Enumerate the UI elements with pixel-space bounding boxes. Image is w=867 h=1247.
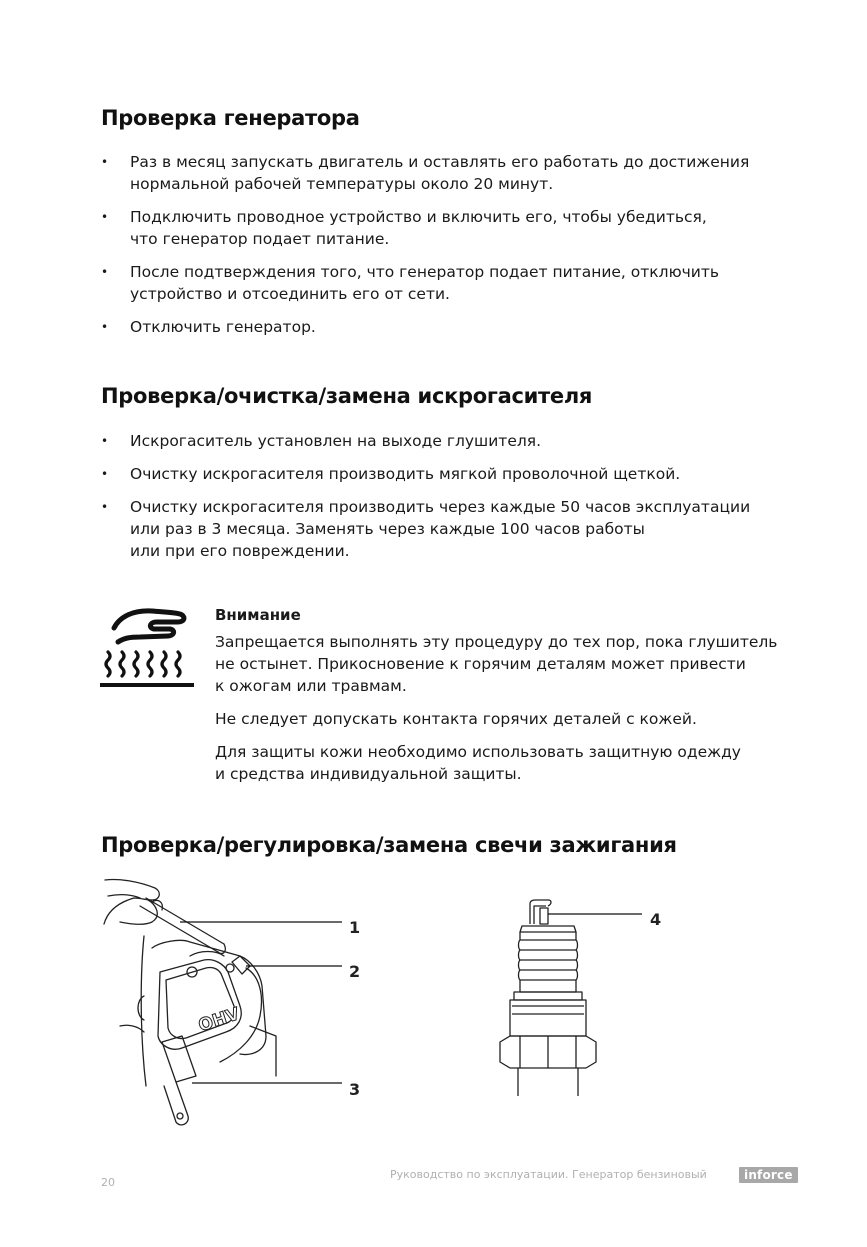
list-item: • Искрогаситель установлен на выходе глушителя. xyxy=(101,430,801,452)
list-item: • После подтверждения того, что генератор подает питание, отключить устройство и отсоединить его от сети. xyxy=(101,261,801,305)
ohv-engraving: OHV xyxy=(196,1004,243,1037)
section-title-generator-check: Проверка генератора xyxy=(101,106,360,130)
brand-logo: inforce xyxy=(739,1167,798,1183)
spark-plug-illustration xyxy=(490,896,650,1100)
callout-label-1: 1 xyxy=(349,918,361,937)
callout-label-2: 2 xyxy=(349,962,361,981)
list-item: • Отключить генератор. xyxy=(101,316,801,338)
warning-block xyxy=(215,606,835,796)
page-number: 20 xyxy=(101,1176,115,1189)
list-item: • Очистку искрогасителя производить мягкой проволочной щеткой. xyxy=(101,463,801,485)
callout-label-4: 4 xyxy=(650,910,662,929)
spark-arrester-list xyxy=(101,430,801,573)
hot-surface-icon xyxy=(100,604,196,690)
warning-title: Внимание xyxy=(215,606,301,624)
warning-paragraph: Не следует допускать контакта горячих деталей с кожей. xyxy=(215,710,697,728)
section-title-spark-arrester: Проверка/очистка/замена искрогасителя xyxy=(101,384,593,408)
list-item: • Очистку искрогасителя производить через каждые 50 часов эксплуатации или раз в 3 месяца. Заменять через каждые 100 часов работы или при его повреждении. xyxy=(101,496,801,562)
list-item: • Подключить проводное устройство и включить его, чтобы убедиться, что генератор подает питание. xyxy=(101,206,801,250)
callout-label-3: 3 xyxy=(349,1080,361,1099)
section-title-spark-plug: Проверка/регулировка/замена свечи зажигания xyxy=(101,833,677,857)
warning-paragraph: Для защиты кожи необходимо использовать защитную одежду и средства индивидуальной защиты. xyxy=(215,743,741,783)
list-item: • Раз в месяц запускать двигатель и оставлять его работать до достижения нормальной рабочей температуры около 20 минут. xyxy=(101,151,801,195)
manual-title: Руководство по эксплуатации. Генератор бензиновый xyxy=(390,1168,707,1181)
generator-check-list xyxy=(101,151,801,349)
warning-paragraph: Запрещается выполнять эту процедуру до тех пор, пока глушитель не остынет. Прикосновение к горячим деталям может привести к ожогам или травмам. xyxy=(215,633,778,695)
